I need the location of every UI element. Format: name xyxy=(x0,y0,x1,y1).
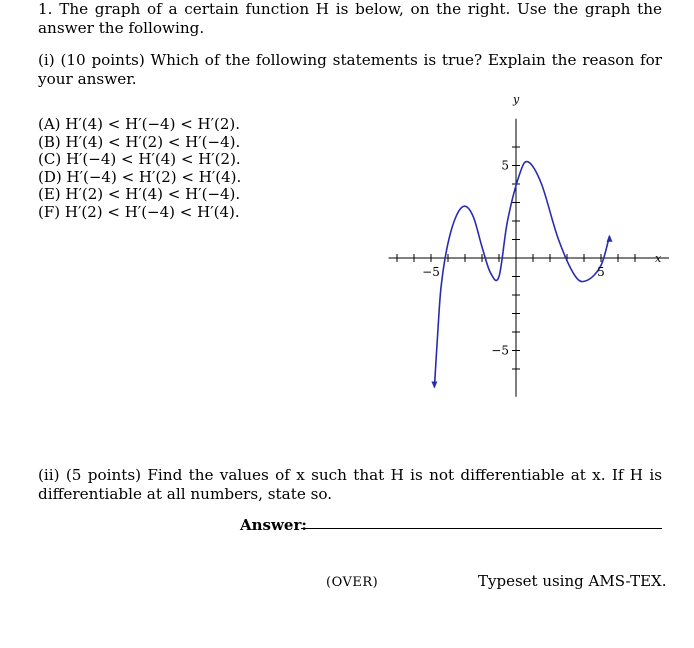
typeset-note: Typeset using AMS-TEX. xyxy=(478,572,667,590)
tick-label-y-neg5: −5 xyxy=(491,343,509,358)
choice-c: (C) H′(−4) < H′(4) < H′(2). xyxy=(38,150,241,169)
question-intro: 1. The graph of a certain function H is below, on the right. Use the graph the answer the following. xyxy=(38,0,662,37)
choice-f: (F) H′(2) < H′(−4) < H′(4). xyxy=(38,202,240,221)
question-part2: (ii) (5 points) Find the values of x such that H is not differentiable at x. If H is differentiable at all numbers, state so. xyxy=(38,466,662,503)
over-note: (OVER) xyxy=(326,575,379,590)
curve-arrow-up xyxy=(607,235,613,242)
function-curve xyxy=(434,162,609,388)
tick-label-y-pos5: 5 xyxy=(501,158,509,173)
curve-arrow-down xyxy=(431,382,437,389)
question-part1: (i) (10 points) Which of the following statements is true? Explain the reason for your answer. xyxy=(38,51,662,88)
choice-b: (B) H′(4) < H′(2) < H′(−4). xyxy=(38,132,241,151)
choice-d: (D) H′(−4) < H′(2) < H′(4). xyxy=(38,167,242,186)
answer-line[interactable] xyxy=(301,528,662,529)
y-axis-label: y xyxy=(513,92,520,106)
answer-label: Answer: xyxy=(240,516,307,534)
tick-label-x-pos5: 5 xyxy=(597,265,605,279)
tick-label-x-neg5: −5 xyxy=(422,265,440,279)
choice-a: (A) H′(4) < H′(−4) < H′(2). xyxy=(38,115,241,133)
choice-e: (E) H′(2) < H′(4) < H′(−4). xyxy=(38,185,241,204)
x-axis-label: x xyxy=(655,252,662,265)
